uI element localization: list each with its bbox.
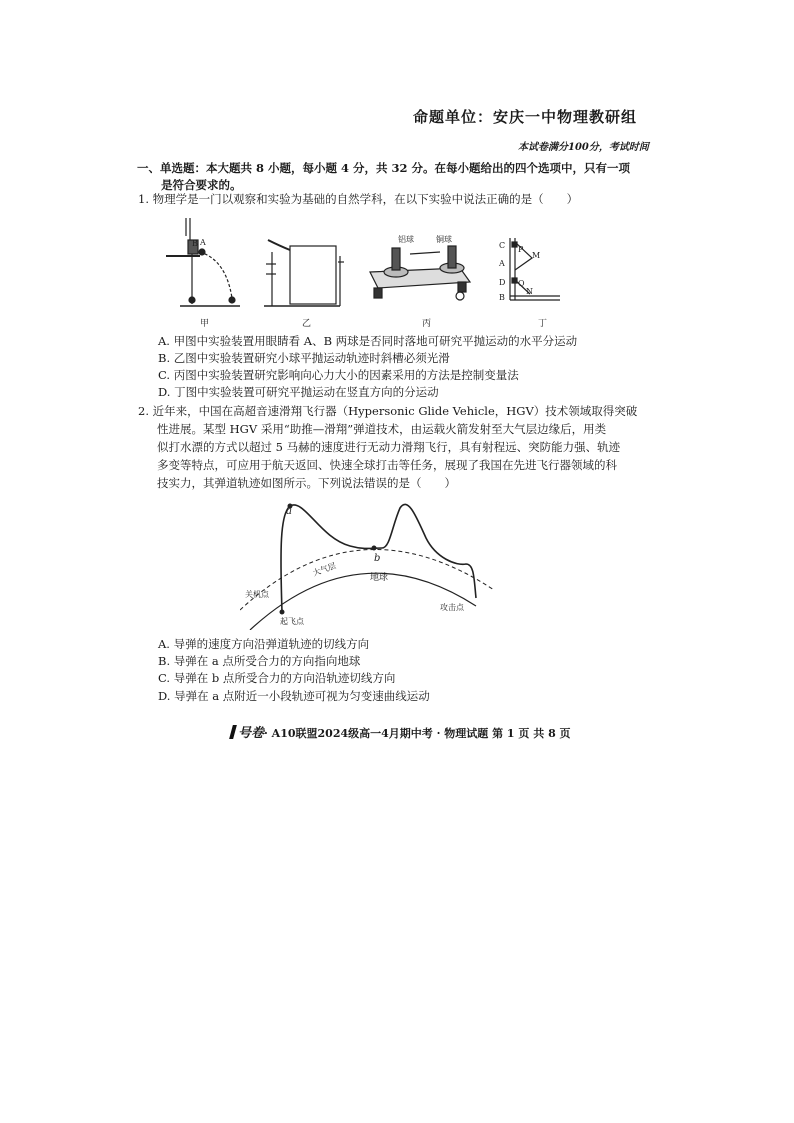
label-launch-point: 起飞点	[280, 617, 304, 626]
question-1-option-b: B. 乙图中实验装置研究小球平抛运动轨迹时斜槽必须光滑	[158, 351, 450, 365]
question-1-stem: 1. 物理学是一门以观察和实验为基础的自然学科，在以下实验中说法正确的是（ ）	[138, 192, 579, 206]
label-N: N	[526, 287, 533, 296]
exam-header-title: 命题单位：安庆一中物理教研组	[413, 108, 638, 126]
label-atmosphere: 大气层	[311, 561, 338, 578]
question-2-stem-line1: 2. 近年来，中国在高超音速滑翔飞行器（Hypersonic Glide Vehicle，HGV）技术领域取得突破	[138, 404, 638, 418]
label-copper-ball: 铜球	[436, 235, 452, 244]
label-ding-D: D	[499, 278, 506, 287]
label-M: M	[532, 251, 541, 260]
atmosphere-boundary	[240, 550, 494, 611]
question-2-stem-line5: 技实力，其弹道轨迹如图所示。下列说法错误的是（ ）	[157, 476, 456, 490]
point-b	[372, 546, 377, 551]
question-1-option-a: A. 甲图中实验装置用眼睛看 A、B 两球是否同时落地可研究平抛运动的水平分运动	[158, 334, 578, 348]
caption-ding: 丁	[538, 319, 548, 329]
question-2-option-a: A. 导弹的速度方向沿弹道轨迹的切线方向	[158, 637, 370, 651]
question-2-option-c: C. 导弹在 b 点所受合力的方向沿轨迹切线方向	[158, 671, 396, 685]
label-shutdown-point: 关机点	[245, 590, 269, 599]
label-A: A	[200, 238, 206, 247]
page-footer	[231, 722, 571, 741]
question-1-option-d: D. 丁图中实验装置可研究平抛运动在竖直方向的分运动	[158, 385, 439, 399]
label-C: C	[499, 241, 506, 250]
label-ding-A: A	[499, 259, 505, 268]
question-2-stem-line4: 多变等特点，可应用于航天返回、快速全球打击等任务，展现了我国在先进飞行器领域的科	[157, 458, 617, 472]
question-1-figure	[160, 212, 560, 332]
label-ding-B: B	[499, 293, 505, 302]
footer-logo-icon	[229, 725, 237, 739]
caption-jia: 甲	[200, 319, 210, 329]
apparatus-yi	[264, 240, 344, 306]
label-target-point: 攻击点	[440, 603, 464, 612]
label-a: a	[286, 506, 292, 517]
section-heading-line1: 一、单选题：本大题共 8 小题，每小题 4 分，共 32 分。在每小题给出的四个选项中，只有一项	[137, 161, 631, 175]
question-2-stem-line2: 性进展。某型 HGV 采用“助推—滑翔”弹道技术，由运载火箭发射至大气层边缘后，用类	[157, 422, 607, 436]
question-1-option-c: C. 丙图中实验装置研究影响向心力大小的因素采用的方法是控制变量法	[158, 368, 519, 382]
footer-text: · A10联盟2024级高一4月期中考 · 物理试题 第 1 页 共 8 页	[264, 727, 571, 740]
question-2-trajectory-figure	[240, 490, 500, 630]
label-earth: 地球	[370, 573, 389, 583]
apparatus-jia	[166, 218, 240, 306]
question-2-option-b: B. 导弹在 a 点所受合力的方向指向地球	[158, 654, 361, 668]
footer-brand: 号卷	[238, 726, 265, 741]
apparatus-bing	[370, 246, 470, 300]
label-B: B	[192, 239, 198, 248]
question-2-option-d: D. 导弹在 a 点附近一小段轨迹可视为匀变速曲线运动	[158, 689, 430, 703]
label-aluminum-ball: 铝球	[398, 235, 414, 244]
launch-point-marker	[280, 610, 285, 615]
label-b: b	[374, 553, 381, 564]
exam-header-subtitle: 本试卷满分100分，考试时间	[518, 142, 649, 153]
caption-yi: 乙	[302, 319, 312, 329]
caption-bing: 丙	[422, 319, 432, 329]
label-Q: Q	[518, 279, 525, 288]
question-2-stem-line3: 似打水漂的方式以超过 5 马赫的速度进行无动力滑翔飞行，具有射程远、突防能力强、轨迹	[157, 440, 621, 454]
section-heading-line2: 是符合要求的。	[161, 178, 242, 192]
label-P: P	[518, 245, 524, 254]
